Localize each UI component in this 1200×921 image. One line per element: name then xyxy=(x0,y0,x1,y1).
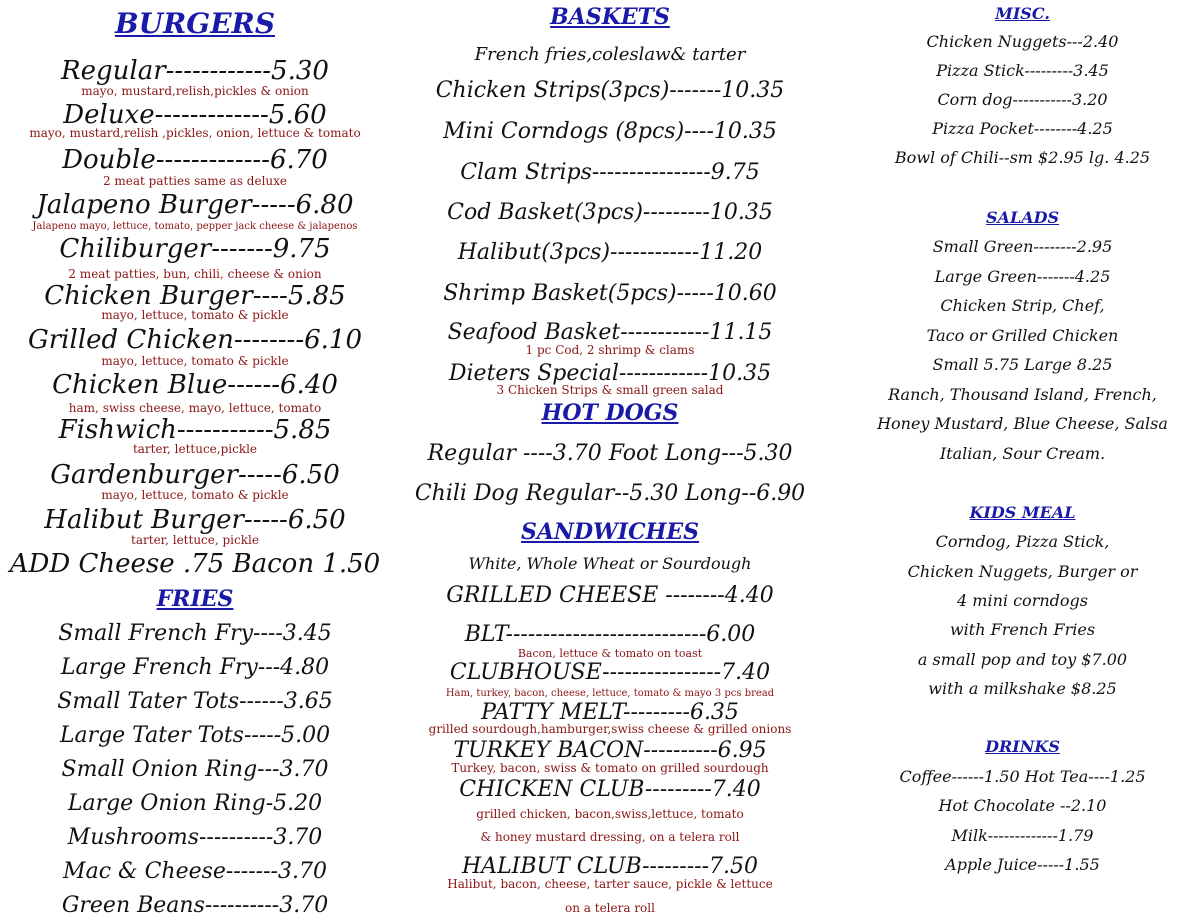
drink-line: Milk-------------1.79 xyxy=(951,826,1094,845)
burgers-heading: BURGERS xyxy=(114,7,276,40)
kids-meal-line: a small pop and toy $7.00 xyxy=(917,650,1128,669)
menu-item: Clam Strips----------------9.75 xyxy=(460,160,760,185)
salad-line: Ranch, Thousand Island, French, xyxy=(888,385,1157,404)
menu-item: PATTY MELT---------6.35 xyxy=(481,700,739,725)
burgers-fries-column xyxy=(0,0,390,921)
item-description: grilled chicken, bacon,swiss,lettuce, tomato xyxy=(476,807,744,821)
item-description: mayo, lettuce, tomato & pickle xyxy=(101,354,289,368)
menu-item: Dieters Special------------10.35 xyxy=(448,361,772,386)
menu-item: Seafood Basket------------11.15 xyxy=(447,320,773,345)
menu-item: Small Onion Ring---3.70 xyxy=(61,757,329,782)
misc-salads-kids-drinks-column xyxy=(845,0,1200,921)
baskets-heading: BASKETS xyxy=(550,4,670,30)
menu-item: Pizza Pocket--------4.25 xyxy=(932,119,1113,138)
menu-item: Double-------------6.70 xyxy=(62,145,328,175)
menu-item: Mini Corndogs (8pcs)----10.35 xyxy=(443,119,777,144)
item-description: mayo, lettuce, tomato & pickle xyxy=(101,308,289,322)
salad-line: Honey Mustard, Blue Cheese, Salsa xyxy=(877,414,1168,433)
kids-meal-line: 4 mini corndogs xyxy=(957,591,1088,610)
salads-heading: SALADS xyxy=(985,208,1060,227)
item-description: mayo, mustard,relish,pickles & onion xyxy=(81,84,309,98)
item-description: Turkey, bacon, swiss & tomato on grilled sourdough xyxy=(451,761,769,775)
item-description: 2 meat patties, bun, chili, cheese & onion xyxy=(68,267,322,281)
salad-line: Small Green--------2.95 xyxy=(932,237,1113,256)
menu-item: CHICKEN CLUB---------7.40 xyxy=(459,777,761,802)
drink-line: Coffee------1.50 Hot Tea----1.25 xyxy=(899,767,1146,786)
misc-heading: MISC. xyxy=(995,4,1050,23)
fries-heading: FRIES xyxy=(156,586,234,612)
menu-item: Chiliburger-------9.75 xyxy=(59,234,331,264)
drink-line: Apple Juice-----1.55 xyxy=(945,855,1100,874)
salad-line: Chicken Strip, Chef, xyxy=(940,296,1105,315)
kids-meal-line: with French Fries xyxy=(949,620,1096,639)
add-ons-line: ADD Cheese .75 Bacon 1.50 xyxy=(9,549,381,579)
menu-item: Shrimp Basket(5pcs)-----10.60 xyxy=(443,281,777,306)
menu-item: Cod Basket(3pcs)---------10.35 xyxy=(447,200,773,225)
salad-line: Taco or Grilled Chicken xyxy=(926,326,1119,345)
menu-item: Gardenburger-----6.50 xyxy=(50,460,340,490)
hot-dogs-heading: HOT DOGS xyxy=(541,400,679,426)
item-description: tarter, lettuce,pickle xyxy=(132,442,258,456)
menu-item: Halibut(3pcs)------------11.20 xyxy=(457,240,763,265)
menu-item: Small French Fry----3.45 xyxy=(58,621,332,646)
menu-item: Jalapeno Burger-----6.80 xyxy=(36,190,354,220)
sandwiches-note: White, Whole Wheat or Sourdough xyxy=(468,554,752,573)
menu-item: Chicken Burger----5.85 xyxy=(44,281,346,311)
menu-item: HALIBUT CLUB---------7.50 xyxy=(462,854,758,879)
menu-item: Chili Dog Regular--5.30 Long--6.90 xyxy=(414,481,806,506)
item-description: on a telera roll xyxy=(565,901,655,915)
menu-item: Bowl of Chili--sm $2.95 lg. 4.25 xyxy=(894,148,1151,167)
menu-item: Deluxe-------------5.60 xyxy=(63,100,327,130)
menu-item: Small Tater Tots------3.65 xyxy=(57,689,333,714)
menu-item: TURKEY BACON----------6.95 xyxy=(453,738,767,763)
menu-item: Chicken Blue------6.40 xyxy=(52,370,338,400)
menu-item: Large French Fry---4.80 xyxy=(60,655,330,680)
menu-item: Large Onion Ring-5.20 xyxy=(67,791,323,816)
menu-item: CLUBHOUSE----------------7.40 xyxy=(449,660,771,685)
menu-item: GRILLED CHEESE --------4.40 xyxy=(446,583,774,608)
menu-item: Corn dog-----------3.20 xyxy=(937,90,1108,109)
kids-meal-line: Corndog, Pizza Stick, xyxy=(935,532,1110,551)
item-description: mayo, lettuce, tomato & pickle xyxy=(101,488,289,502)
baskets-note: French fries,coleslaw& tarter xyxy=(474,44,746,65)
menu-item: Chicken Nuggets---2.40 xyxy=(926,32,1119,51)
item-description: 1 pc Cod, 2 shrimp & clams xyxy=(525,343,695,357)
item-description: Bacon, lettuce & tomato on toast xyxy=(517,647,703,660)
salad-line: Italian, Sour Cream. xyxy=(939,444,1106,463)
kids-meal-heading: KIDS MEAL xyxy=(969,503,1076,522)
menu-item: Halibut Burger-----6.50 xyxy=(44,505,346,535)
menu-item: Mac & Cheese-------3.70 xyxy=(63,859,327,884)
menu-item: Grilled Chicken--------6.10 xyxy=(27,325,362,355)
menu-item: Chicken Strips(3pcs)-------10.35 xyxy=(435,78,785,103)
salad-line: Large Green-------4.25 xyxy=(934,267,1111,286)
item-description: ham, swiss cheese, mayo, lettuce, tomato xyxy=(68,401,322,415)
menu-item: Large Tater Tots-----5.00 xyxy=(59,723,331,748)
menu-item: Regular ----3.70 Foot Long---5.30 xyxy=(427,441,793,466)
item-description: Halibut, bacon, cheese, tarter sauce, pickle & lettuce xyxy=(447,877,773,891)
menu-item: Green Beans----------3.70 xyxy=(61,893,329,918)
salad-line: Small 5.75 Large 8.25 xyxy=(932,355,1113,374)
baskets-dogs-sandwiches-column xyxy=(395,0,825,921)
menu-item: Pizza Stick---------3.45 xyxy=(936,61,1109,80)
kids-meal-line: with a milkshake $8.25 xyxy=(928,679,1117,698)
item-description: 2 meat patties same as deluxe xyxy=(102,174,288,188)
item-description: grilled sourdough,hamburger,swiss cheese & grilled onions xyxy=(428,722,792,736)
drink-line: Hot Chocolate --2.10 xyxy=(938,796,1107,815)
item-description: Ham, turkey, bacon, cheese, lettuce, tomato & mayo 3 pcs bread xyxy=(445,688,775,699)
sandwiches-heading: SANDWICHES xyxy=(520,519,700,545)
menu-item: Regular------------5.30 xyxy=(61,56,329,86)
menu-item: Fishwich-----------5.85 xyxy=(58,415,332,445)
item-description: Jalapeno mayo, lettuce, tomato, pepper jack cheese & jalapenos xyxy=(32,221,358,232)
item-description: mayo, mustard,relish ,pickles, onion, lettuce & tomato xyxy=(29,126,361,140)
item-description: tarter, lettuce, pickle xyxy=(131,533,259,547)
item-description: & honey mustard dressing, on a telera roll xyxy=(480,830,740,844)
kids-meal-line: Chicken Nuggets, Burger or xyxy=(907,562,1138,581)
menu-item: Mushrooms----------3.70 xyxy=(67,825,323,850)
item-description: 3 Chicken Strips & small green salad xyxy=(496,383,724,397)
menu-item: BLT---------------------------6.00 xyxy=(464,622,756,647)
drinks-heading: DRINKS xyxy=(985,737,1060,756)
